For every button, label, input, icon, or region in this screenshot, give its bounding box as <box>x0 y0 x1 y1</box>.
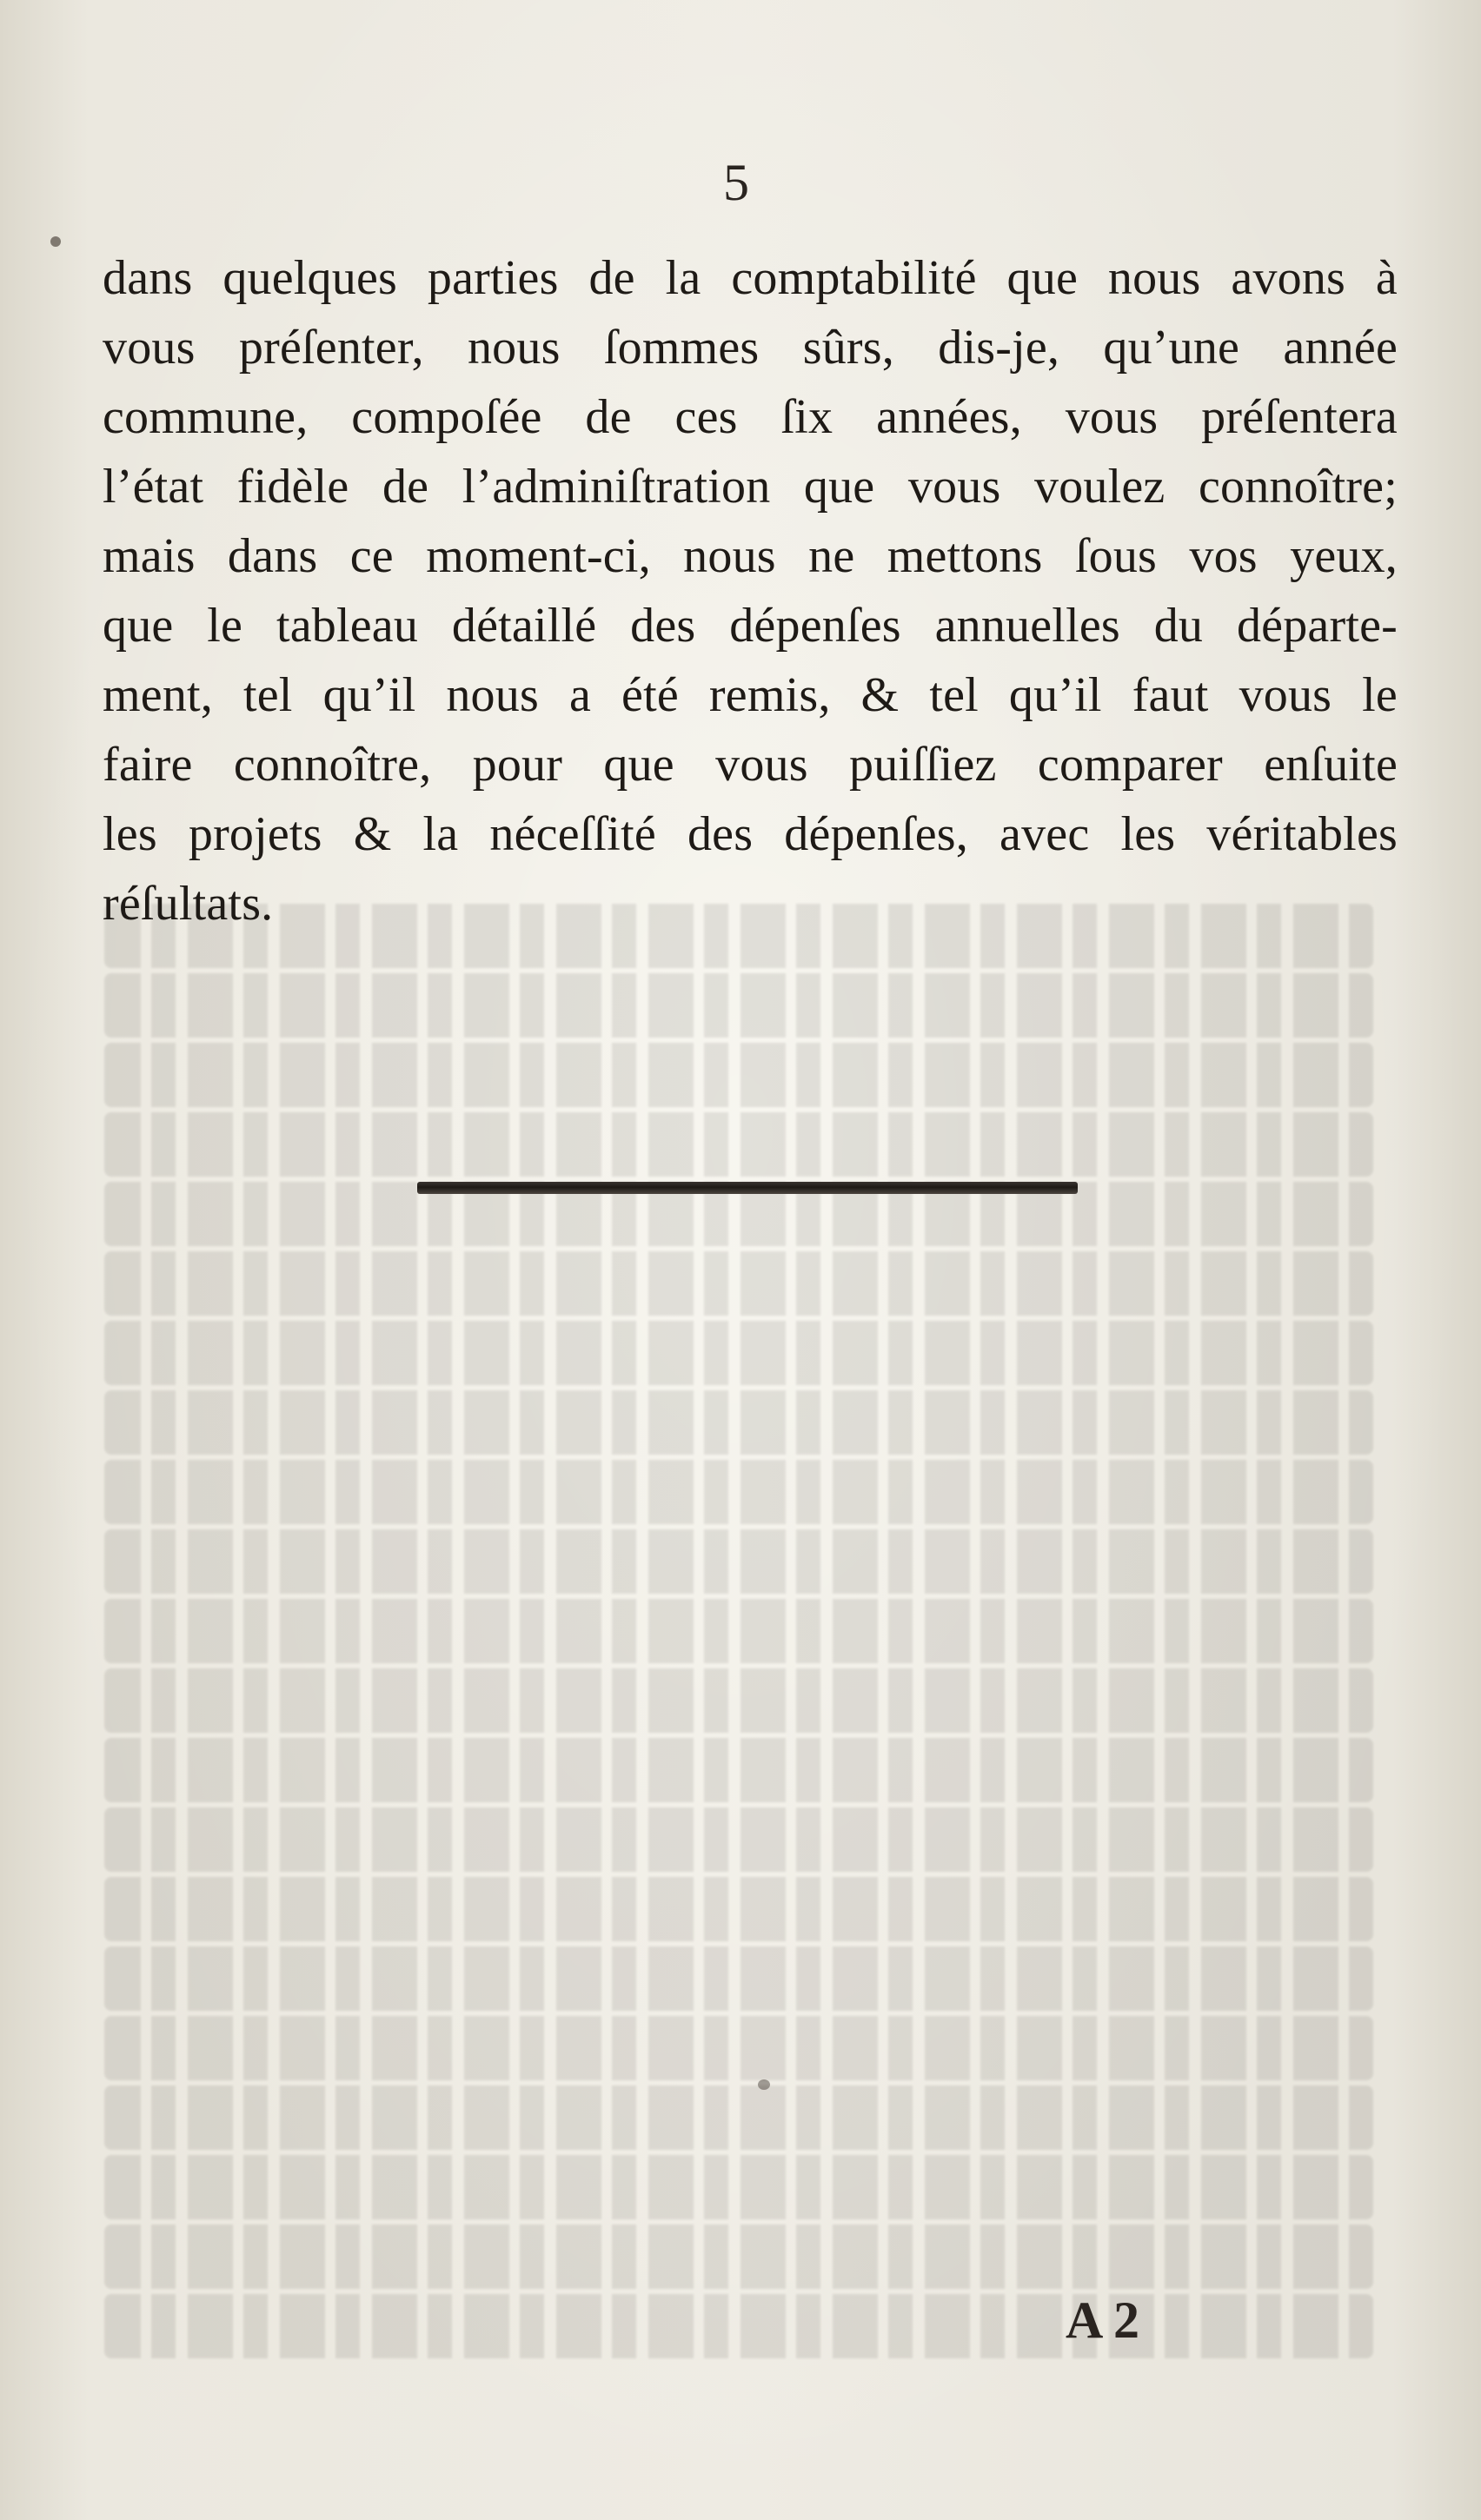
ink-speck <box>758 2079 770 2090</box>
section-divider-rule <box>417 1182 1078 1194</box>
bleed-through-texture <box>104 904 1373 2364</box>
text-line: mais dans ce moment-ci, nous ne mettons ſous vos yeux, <box>103 529 1398 583</box>
text-line: ment, tel qu’il nous a été remis, & tel qu’il faut vous le <box>103 668 1398 722</box>
text-line: commune, compoſée de ces ſix années, vous préſentera <box>103 390 1398 444</box>
text-line: que le tableau détaillé des dépenſes annuelles du départe- <box>103 599 1398 653</box>
text-line: vous préſenter, nous ſommes sûrs, dis-je, qu’une année <box>103 321 1398 375</box>
text-line: les projets & la néceſſité des dépenſes, avec les véritables <box>103 807 1398 861</box>
text-line: réſultats. <box>103 877 274 931</box>
signature-mark: A 2 <box>1066 2291 1140 2349</box>
body-text <box>103 243 1398 938</box>
page-number: 5 <box>723 154 749 211</box>
ink-speck <box>50 236 61 247</box>
text-line: faire connoître, pour que vous puiſſiez comparer enſuite <box>103 738 1398 792</box>
text-line: dans quelques parties de la comptabilité que nous avons à <box>103 251 1398 305</box>
text-line: l’état fidèle de l’adminiſtration que vous voulez connoître; <box>103 460 1398 514</box>
